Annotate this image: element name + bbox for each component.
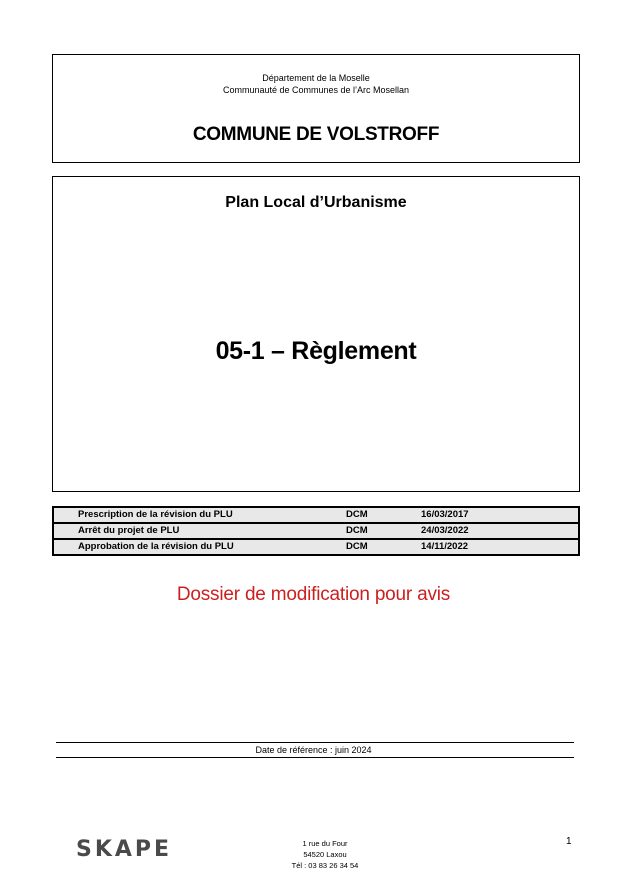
communaute-text: Communauté de Communes de l’Arc Mosellan [222, 85, 410, 95]
dossier-status: Dossier de modification pour avis [176, 584, 451, 605]
header-box [52, 54, 580, 163]
procedure-date: 16/03/2017 [421, 507, 579, 523]
table-row [53, 507, 579, 523]
procedure-type: DCM [346, 523, 421, 539]
footer-address [280, 838, 370, 871]
address-street: 1 rue du Four [302, 839, 348, 848]
document-title: 05-1 – Règlement [215, 337, 417, 365]
procedure-label: Arrêt du projet de PLU [53, 523, 346, 539]
plan-title: Plan Local d’Urbanisme [225, 194, 407, 211]
address-city: 54520 Laxou [303, 850, 347, 859]
reference-bottom-rule [56, 757, 574, 758]
procedure-type: DCM [346, 507, 421, 523]
procedure-date: 14/11/2022 [421, 539, 579, 555]
commune-title: COMMUNE DE VOLSTROFF [192, 124, 440, 145]
logo-wordmark: SKAPE [76, 837, 173, 862]
address-phone: Tél : 03 83 26 34 54 [291, 861, 359, 870]
reference-date: Date de référence : juin 2024 [255, 745, 372, 755]
procedure-label: Approbation de la révision du PLU [53, 539, 346, 555]
procedure-table [52, 506, 580, 556]
header-authorities [53, 72, 579, 96]
title-box [52, 176, 580, 492]
procedure-label: Prescription de la révision du PLU [53, 507, 346, 523]
departement-text: Département de la Moselle [262, 73, 370, 83]
page-number: 1 [566, 836, 572, 847]
table-row [53, 523, 579, 539]
table-row [53, 539, 579, 555]
procedure-type: DCM [346, 539, 421, 555]
procedure-date: 24/03/2022 [421, 523, 579, 539]
skape-logo [76, 837, 173, 868]
reference-top-rule [56, 742, 574, 743]
